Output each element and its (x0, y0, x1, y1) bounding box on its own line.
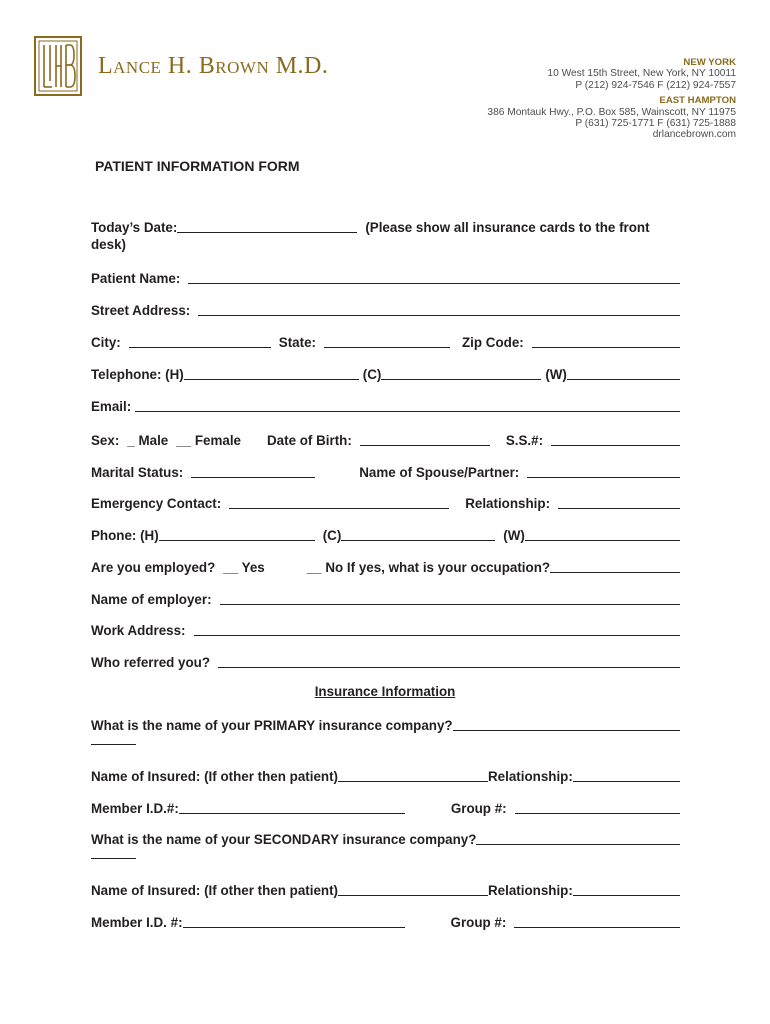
insurance-cards-note-cont: desk) (91, 237, 126, 252)
todays-date-field[interactable] (177, 219, 357, 233)
phone-w-field[interactable] (525, 527, 680, 541)
ss-label: S.S.#: (505, 433, 544, 448)
email-field[interactable] (135, 398, 680, 412)
insurance-section-title (0, 684, 770, 699)
office-ny-city: NEW YORK (683, 57, 736, 68)
row-primary-insurance (91, 715, 680, 733)
office-ny-phones: P (212) 924-7546 F (212) 924-7557 (575, 79, 736, 91)
monogram-logo (34, 36, 82, 96)
marital-field[interactable] (191, 464, 315, 478)
work-address-label: Work Address: (91, 623, 186, 638)
primary-insurance-label: What is the name of your PRIMARY insurance company? (91, 718, 453, 733)
email-label: Email: (91, 399, 132, 414)
secondary-insurance-label: What is the name of your SECONDARY insurance company? (91, 832, 477, 847)
office-eh-phones: P (631) 725-1771 F (631) 725-1888 (575, 118, 736, 130)
row-phone (91, 525, 680, 543)
emergency-field[interactable] (229, 495, 449, 509)
telephone-c-label: (C) (362, 367, 382, 382)
group-2-field[interactable] (514, 914, 680, 928)
member-id-2-field[interactable] (183, 914, 405, 928)
emergency-label: Emergency Contact: (91, 496, 222, 511)
phone-c-label: (C) (322, 528, 342, 543)
group-1-label: Group #: (450, 801, 507, 816)
row-secondary-insurance (91, 829, 680, 847)
street-address-field[interactable] (198, 302, 680, 316)
telephone-h-field[interactable] (184, 366, 359, 380)
office-addresses (487, 57, 736, 141)
telephone-h-label: Telephone: (H) (91, 367, 184, 382)
sex-label: Sex: (91, 433, 120, 448)
phone-h-label: Phone: (H) (91, 528, 159, 543)
relationship-2-label: Relationship: (488, 883, 573, 898)
row-street-address (91, 300, 680, 318)
ss-field[interactable] (551, 432, 680, 446)
dob-label: Date of Birth: (267, 433, 352, 448)
todays-date-label: Today’s Date: (91, 220, 178, 235)
employed-yes-option[interactable]: __ Yes (223, 560, 265, 575)
row-employed (91, 557, 680, 575)
insured-name-1-field[interactable] (338, 768, 488, 782)
state-field[interactable] (324, 334, 450, 348)
occupation-field[interactable] (550, 559, 680, 573)
insurance-cards-note: (Please show all insurance cards to the front (365, 220, 650, 235)
website: drlancebrown.com (652, 129, 736, 141)
female-option[interactable]: __ Female (176, 433, 241, 448)
male-option[interactable]: _ Male (127, 433, 169, 448)
member-id-1-field[interactable] (179, 800, 405, 814)
member-id-1-label: Member I.D.#: (91, 801, 179, 816)
insured-name-2-field[interactable] (338, 882, 488, 896)
state-label: State: (278, 335, 316, 350)
phone-c-field[interactable] (341, 527, 495, 541)
telephone-w-field[interactable] (567, 366, 680, 380)
group-2-label: Group #: (450, 915, 507, 930)
telephone-c-field[interactable] (381, 366, 541, 380)
form-title: PATIENT INFORMATION FORM (95, 158, 300, 174)
marital-label: Marital Status: (91, 465, 184, 480)
relationship-label: Relationship: (465, 496, 551, 511)
office-eh-street: 386 Montauk Hwy., P.O. Box 585, Wainscott, NY 11975 (487, 106, 736, 118)
telephone-w-label: (W) (545, 367, 567, 382)
patient-name-label: Patient Name: (91, 271, 181, 286)
secondary-insurance-field[interactable] (476, 831, 680, 845)
row-insured-name-1 (91, 766, 680, 784)
zip-label: Zip Code: (461, 335, 524, 350)
street-address-label: Street Address: (91, 303, 191, 318)
secondary-insurance-field-cont[interactable] (91, 858, 136, 859)
employer-label: Name of employer: (91, 592, 212, 607)
row-emergency-contact (91, 493, 680, 511)
zip-field[interactable] (532, 334, 680, 348)
city-field[interactable] (129, 334, 271, 348)
phone-w-label: (W) (503, 528, 525, 543)
row-marital-spouse (91, 462, 680, 480)
insured-name-1-label: Name of Insured: (If other then patient) (91, 769, 338, 784)
referred-label: Who referred you? (91, 655, 211, 670)
row-patient-name (91, 268, 680, 286)
insurance-section-title-text: Insurance Information (314, 684, 456, 699)
primary-insurance-field[interactable] (453, 717, 680, 731)
city-label: City: (91, 335, 121, 350)
group-1-field[interactable] (515, 800, 680, 814)
phone-h-field[interactable] (159, 527, 315, 541)
relationship-field[interactable] (558, 495, 680, 509)
row-todays-date (91, 217, 680, 235)
row-city-state-zip (91, 332, 680, 350)
row-email (91, 396, 680, 414)
relationship-1-label: Relationship: (488, 769, 573, 784)
spouse-label: Name of Spouse/Partner: (359, 465, 520, 480)
employed-label: Are you employed? (91, 560, 216, 575)
primary-insurance-field-cont[interactable] (91, 744, 136, 745)
row-insured-name-2 (91, 880, 680, 898)
row-work-address (91, 620, 680, 638)
office-ny-street: 10 West 15th Street, New York, NY 10011 (547, 68, 736, 80)
referred-field[interactable] (218, 654, 680, 668)
row-referred (91, 652, 680, 670)
office-eh-city: EAST HAMPTON (659, 95, 736, 107)
employer-field[interactable] (220, 591, 680, 605)
row-member-id-1 (91, 798, 680, 816)
relationship-2-field[interactable] (573, 882, 680, 896)
spouse-field[interactable] (527, 464, 680, 478)
employed-no-occupation-label: __ No If yes, what is your occupation? (306, 560, 551, 575)
dob-field[interactable] (360, 432, 490, 446)
member-id-2-label: Member I.D. #: (91, 915, 183, 930)
relationship-1-field[interactable] (573, 768, 680, 782)
insured-name-2-label: Name of Insured: (If other then patient) (91, 883, 338, 898)
row-member-id-2 (91, 912, 680, 930)
row-sex-dob-ss (91, 430, 680, 448)
work-address-field[interactable] (194, 622, 681, 636)
row-telephone (91, 364, 680, 382)
patient-name-field[interactable] (188, 270, 680, 284)
row-employer (91, 589, 680, 607)
practice-name: Lance H. Brown M.D. (98, 53, 329, 79)
